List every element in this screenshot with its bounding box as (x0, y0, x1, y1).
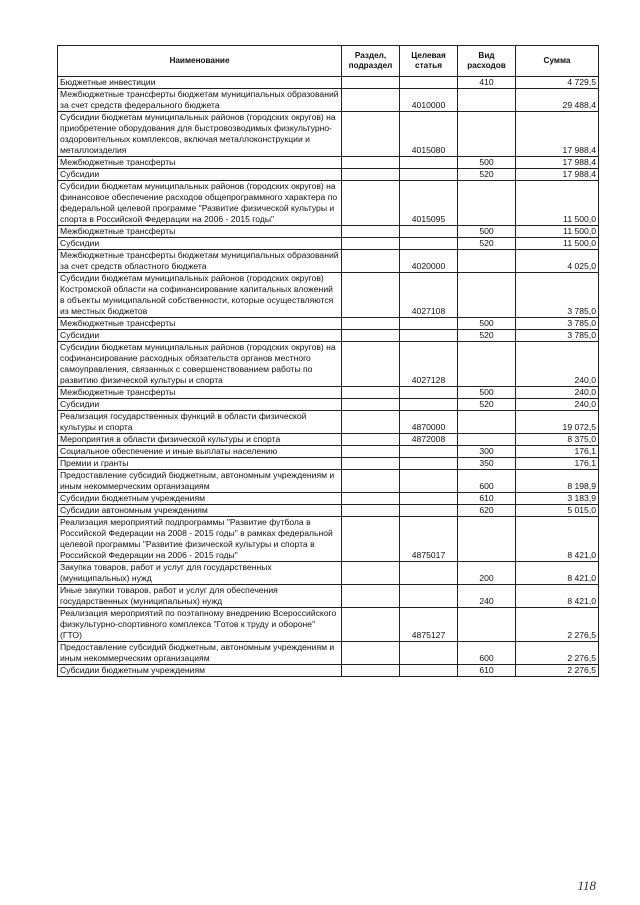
cell-target: 4875127 (400, 608, 458, 642)
cell-section (342, 608, 400, 642)
table-row (58, 608, 599, 642)
cell-target (400, 642, 458, 665)
cell-sum: 4 025,0 (516, 250, 599, 273)
cell-sum: 17 988,4 (516, 157, 599, 169)
cell-section (342, 446, 400, 458)
table-row (58, 169, 599, 181)
cell-name: Межбюджетные трансферты (58, 226, 342, 238)
column-header-target: Целевая статья (400, 46, 458, 77)
cell-expense-type: 410 (458, 77, 516, 89)
cell-target (400, 585, 458, 608)
cell-name: Мероприятия в области физической культуры и спорта (58, 434, 342, 446)
cell-sum: 5 015,0 (516, 505, 599, 517)
cell-name: Межбюджетные трансферты (58, 387, 342, 399)
cell-section (342, 399, 400, 411)
cell-target (400, 77, 458, 89)
cell-name: Межбюджетные трансферты бюджетам муниципальных образований за счет средств областного бюджета (58, 250, 342, 273)
cell-target (400, 157, 458, 169)
table-row (58, 458, 599, 470)
cell-section (342, 505, 400, 517)
cell-expense-type (458, 608, 516, 642)
table-row (58, 330, 599, 342)
cell-sum: 3 785,0 (516, 318, 599, 330)
cell-name: Субсидии (58, 238, 342, 250)
cell-expense-type: 300 (458, 446, 516, 458)
table-row (58, 411, 599, 434)
cell-section (342, 273, 400, 318)
cell-target: 4027128 (400, 342, 458, 387)
cell-expense-type (458, 517, 516, 562)
cell-sum: 3 183,9 (516, 493, 599, 505)
cell-section (342, 112, 400, 157)
cell-section (342, 387, 400, 399)
table-row (58, 562, 599, 585)
cell-name: Субсидии бюджетам муниципальных районов (городских округов) на приобретение оборудования для быстровозводимых физкультурно-оздоровительных комплексов, включая металлоконструкции и металлоизделия (58, 112, 342, 157)
cell-sum: 11 500,0 (516, 238, 599, 250)
cell-sum: 8 198,9 (516, 470, 599, 493)
cell-section (342, 157, 400, 169)
cell-target: 4027108 (400, 273, 458, 318)
table-row (58, 505, 599, 517)
cell-target (400, 458, 458, 470)
cell-target (400, 226, 458, 238)
table-row (58, 318, 599, 330)
cell-target (400, 493, 458, 505)
cell-target (400, 387, 458, 399)
cell-sum: 176,1 (516, 446, 599, 458)
cell-sum: 2 276,5 (516, 642, 599, 665)
cell-expense-type: 240 (458, 585, 516, 608)
table-row (58, 446, 599, 458)
cell-target: 4872008 (400, 434, 458, 446)
cell-target (400, 665, 458, 677)
cell-expense-type (458, 342, 516, 387)
table-row (58, 434, 599, 446)
cell-section (342, 89, 400, 112)
column-header-sum: Сумма (516, 46, 599, 77)
cell-section (342, 342, 400, 387)
cell-name: Премии и гранты (58, 458, 342, 470)
cell-name: Субсидии бюджетам муниципальных районов (городских округов) на финансовое обеспечение расходов общепрограммного характера по федеральной целевой программе "Развитие физической культуры и спорта в Российской Федерации на 2006 - 2015 годы" (58, 181, 342, 226)
cell-section (342, 493, 400, 505)
cell-target (400, 238, 458, 250)
table-row (58, 250, 599, 273)
cell-section (342, 181, 400, 226)
cell-section (342, 226, 400, 238)
cell-sum: 8 375,0 (516, 434, 599, 446)
table-row (58, 517, 599, 562)
cell-target (400, 169, 458, 181)
cell-target: 4020000 (400, 250, 458, 273)
table-row (58, 470, 599, 493)
table-body (58, 77, 599, 677)
cell-name: Предоставление субсидий бюджетным, автономным учреждениям и иным некоммерческим организациям (58, 642, 342, 665)
cell-section (342, 238, 400, 250)
cell-target (400, 318, 458, 330)
cell-section (342, 318, 400, 330)
cell-section (342, 562, 400, 585)
table-row (58, 238, 599, 250)
cell-sum: 2 276,5 (516, 608, 599, 642)
table-row (58, 387, 599, 399)
cell-name: Предоставление субсидий бюджетным, автономным учреждениям и иным некоммерческим организациям (58, 470, 342, 493)
cell-sum: 176,1 (516, 458, 599, 470)
cell-expense-type (458, 273, 516, 318)
cell-expense-type: 520 (458, 238, 516, 250)
cell-expense-type (458, 181, 516, 226)
cell-section (342, 330, 400, 342)
cell-section (342, 642, 400, 665)
cell-sum: 2 276,5 (516, 665, 599, 677)
table-row (58, 181, 599, 226)
cell-name: Субсидии бюджетам муниципальных районов (городских округов) на софинансирование расходных обязательств органов местного самоуправления, связанных с совершенствованием работы по развитию физической культуры и спорта (58, 342, 342, 387)
cell-expense-type: 600 (458, 470, 516, 493)
cell-sum: 4 729,5 (516, 77, 599, 89)
cell-name: Субсидии (58, 399, 342, 411)
cell-name: Субсидии бюджетным учреждениям (58, 493, 342, 505)
cell-section (342, 470, 400, 493)
cell-expense-type: 500 (458, 157, 516, 169)
cell-section (342, 458, 400, 470)
cell-target: 4870000 (400, 411, 458, 434)
cell-expense-type: 610 (458, 493, 516, 505)
cell-sum: 3 785,0 (516, 273, 599, 318)
cell-name: Социальное обеспечение и иные выплаты населению (58, 446, 342, 458)
table-row (58, 399, 599, 411)
cell-name: Реализация государственных функций в области физической культуры и спорта (58, 411, 342, 434)
cell-sum: 11 500,0 (516, 181, 599, 226)
cell-expense-type: 520 (458, 399, 516, 411)
cell-target (400, 330, 458, 342)
page-number: 118 (577, 878, 596, 893)
cell-name: Иные закупки товаров, работ и услуг для обеспечения государственных (муниципальных) нужд (58, 585, 342, 608)
cell-expense-type: 600 (458, 642, 516, 665)
cell-expense-type (458, 434, 516, 446)
cell-name: Межбюджетные трансферты (58, 157, 342, 169)
table-row (58, 493, 599, 505)
table-row (58, 665, 599, 677)
cell-section (342, 169, 400, 181)
column-header-section: Раздел, подраздел (342, 46, 400, 77)
table-row (58, 112, 599, 157)
table-row (58, 226, 599, 238)
cell-target (400, 505, 458, 517)
column-header-expense-type: Вид расходов (458, 46, 516, 77)
cell-sum: 240,0 (516, 399, 599, 411)
cell-name: Субсидии автономным учреждениям (58, 505, 342, 517)
cell-target: 4015095 (400, 181, 458, 226)
cell-expense-type: 520 (458, 330, 516, 342)
cell-name: Реализация мероприятий подпрограммы "Развитие футбола в Российской Федерации на 2008 - 2015 годы" в рамках федеральной целевой программы "Развитие физической культуры и спорта в Российской Федерации на 2006 - 2015 годы" (58, 517, 342, 562)
cell-target: 4015080 (400, 112, 458, 157)
cell-target: 4010000 (400, 89, 458, 112)
table-row (58, 342, 599, 387)
cell-expense-type: 500 (458, 387, 516, 399)
cell-name: Межбюджетные трансферты бюджетам муниципальных образований за счет средств федерального бюджета (58, 89, 342, 112)
cell-expense-type: 520 (458, 169, 516, 181)
cell-expense-type: 610 (458, 665, 516, 677)
cell-name: Реализация мероприятий по поэтапному внедрению Всероссийского физкультурно-спортивного комплекса "Готов к труду и обороне" (ГТО) (58, 608, 342, 642)
cell-sum: 17 988,4 (516, 112, 599, 157)
cell-expense-type (458, 112, 516, 157)
cell-section (342, 665, 400, 677)
cell-section (342, 411, 400, 434)
cell-target (400, 446, 458, 458)
cell-sum: 240,0 (516, 342, 599, 387)
cell-expense-type: 350 (458, 458, 516, 470)
budget-table (57, 45, 599, 677)
table-row (58, 642, 599, 665)
table-row (58, 157, 599, 169)
cell-sum: 8 421,0 (516, 517, 599, 562)
cell-expense-type (458, 250, 516, 273)
cell-target (400, 470, 458, 493)
cell-expense-type: 200 (458, 562, 516, 585)
table-row (58, 585, 599, 608)
cell-name: Закупка товаров, работ и услуг для государственных (муниципальных) нужд (58, 562, 342, 585)
cell-sum: 29 488,4 (516, 89, 599, 112)
cell-expense-type (458, 411, 516, 434)
cell-expense-type (458, 89, 516, 112)
cell-sum: 8 421,0 (516, 585, 599, 608)
cell-section (342, 250, 400, 273)
cell-sum: 3 785,0 (516, 330, 599, 342)
cell-name: Субсидии бюджетам муниципальных районов (городских округов) Костромской области на софинансирование капитальных вложений в объекты муниципальной собственности, которые осуществляются из местных бюджетов (58, 273, 342, 318)
cell-section (342, 77, 400, 89)
cell-target (400, 399, 458, 411)
cell-expense-type: 500 (458, 318, 516, 330)
cell-target (400, 562, 458, 585)
cell-name: Субсидии (58, 169, 342, 181)
cell-name: Субсидии бюджетным учреждениям (58, 665, 342, 677)
column-header-name: Наименование (58, 46, 342, 77)
cell-name: Межбюджетные трансферты (58, 318, 342, 330)
cell-section (342, 434, 400, 446)
cell-sum: 11 500,0 (516, 226, 599, 238)
cell-name: Субсидии (58, 330, 342, 342)
cell-section (342, 517, 400, 562)
cell-target: 4875017 (400, 517, 458, 562)
cell-expense-type: 620 (458, 505, 516, 517)
table-row (58, 273, 599, 318)
table-header-row (58, 46, 599, 77)
cell-expense-type: 500 (458, 226, 516, 238)
cell-sum: 17 988,4 (516, 169, 599, 181)
cell-sum: 8 421,0 (516, 562, 599, 585)
table-row (58, 77, 599, 89)
cell-sum: 19 072,5 (516, 411, 599, 434)
cell-sum: 240,0 (516, 387, 599, 399)
table-row (58, 89, 599, 112)
cell-name: Бюджетные инвестиции (58, 77, 342, 89)
cell-section (342, 585, 400, 608)
